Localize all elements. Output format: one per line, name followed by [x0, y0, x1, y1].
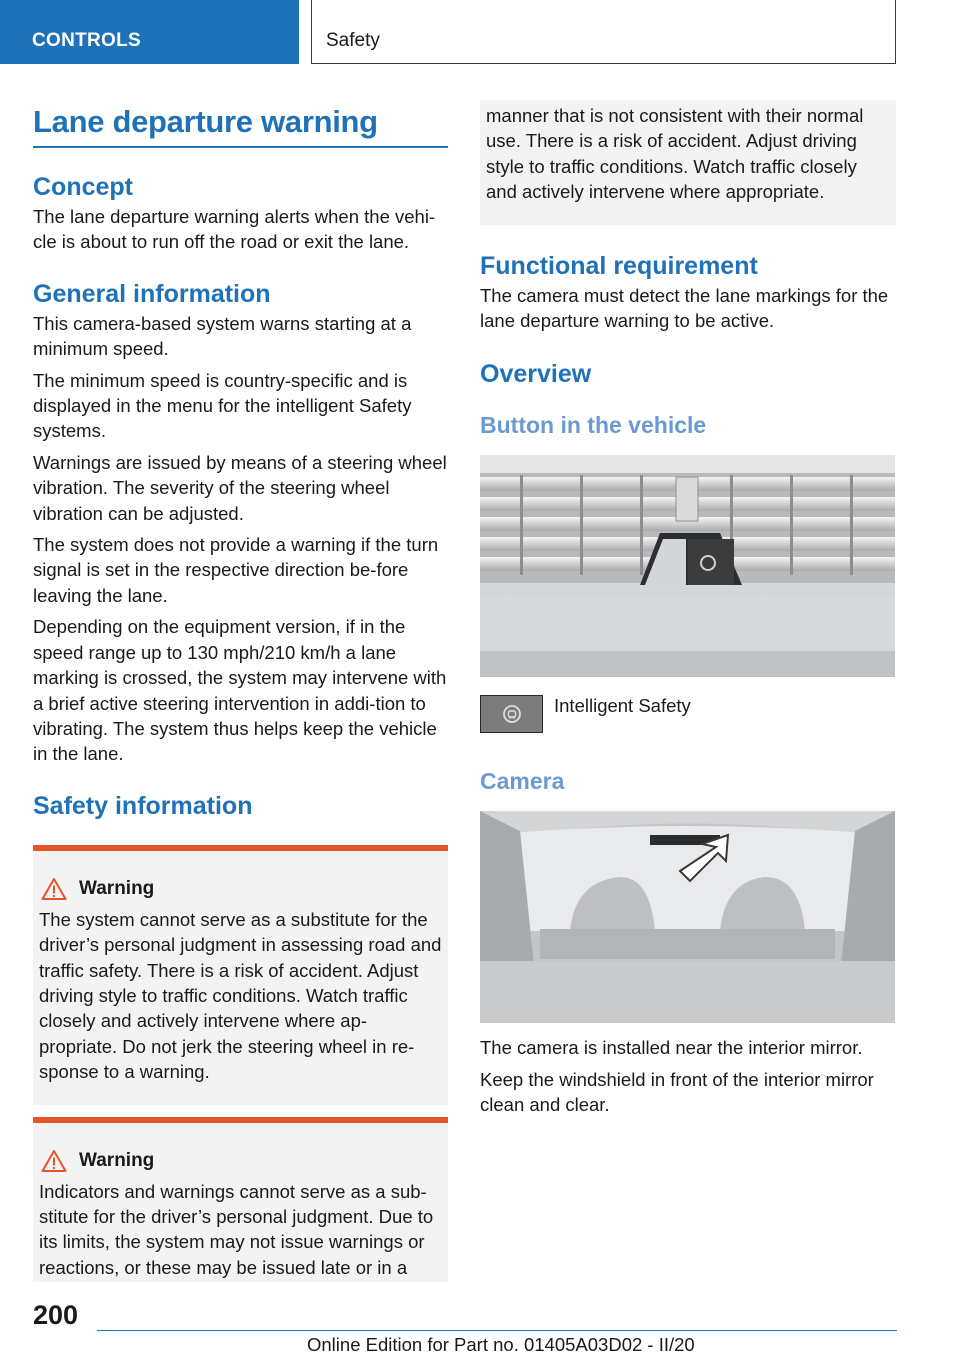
warning-box-1: [33, 845, 448, 1105]
chapter-tab: [0, 0, 299, 64]
concept-text: The lane departure warning alerts when the vehi-cle is about to run off the road or exit the lane.: [33, 206, 436, 253]
overview-heading: Overview: [480, 360, 592, 389]
edition-info: Online Edition for Part no. 01405A03D02 - II/20: [307, 1334, 695, 1355]
concept-heading: Concept: [33, 173, 133, 201]
warning-box-2: [33, 1117, 448, 1283]
camera-paragraph-1: The camera is installed near the interior mirror.: [480, 1037, 863, 1059]
warning-triangle-icon: [41, 877, 67, 901]
functional-heading: Functional requirement: [480, 251, 758, 280]
footer-rule: [97, 1330, 897, 1331]
warning-text-1: The system cannot serve as a substitute for the driver’s personal judgment in assessing road and traffic safety. There is a risk of accident. Adjust driving style to traffic conditions. Watch traffic closely and actively intervene where ap-propriate. Do not jerk the steering wheel in re-sponse to a warning.: [39, 908, 442, 1083]
camera-paragraph-2: Keep the windshield in front of the interior mirror clean and clear.: [480, 1068, 874, 1116]
general-paragraph-1: This camera-based system warns starting at a minimum speed.: [33, 312, 412, 360]
right-column: [480, 100, 896, 1118]
general-heading: General information: [33, 279, 271, 308]
warning-title-1: Warning: [79, 877, 155, 899]
button-label: Intelligent Safety: [554, 695, 691, 717]
intelligent-safety-icon: [480, 695, 543, 733]
section-label: Safety: [326, 30, 380, 51]
camera-photo: [480, 811, 895, 1023]
title-rule: [33, 146, 448, 148]
warning-continued-box: [480, 100, 896, 225]
button-photo: [480, 455, 895, 677]
general-paragraph-2: The minimum speed is country-specific and is displayed in the menu for the intelligent Safety systems.: [33, 369, 412, 442]
warning-triangle-icon: [41, 1149, 67, 1173]
camera-heading: Camera: [480, 768, 565, 795]
general-paragraph-5: Depending on the equipment version, if in the speed range up to 130 mph/210 km/h a lane marking is crossed, the system may intervene with a brief active steering intervention in addi-tion to vibrating. The system thus helps keep the vehicle in the lane.: [33, 616, 447, 765]
general-paragraph-3: Warnings are issued by means of a steering wheel vibration. The severity of the steering wheel vibration can be adjusted.: [33, 451, 447, 524]
warning-title-2: Warning: [79, 1149, 155, 1171]
button-heading: Button in the vehicle: [480, 412, 707, 439]
chapter-label: CONTROLS: [32, 30, 142, 51]
functional-text: The camera must detect the lane markings for the lane departure warning to be active.: [480, 284, 889, 332]
button-legend-row: [480, 693, 896, 741]
section-header: [311, 0, 896, 64]
warning-continued-text: manner that is not consistent with their normal use. There is a risk of accident. Adjust driving style to traffic conditions. Watch traffic closely and actively intervene where appropriate.: [486, 105, 864, 203]
left-column: [33, 100, 448, 1282]
warning-text-2: Indicators and warnings cannot serve as a sub-stitute for the driver’s personal judgment. Due to its limits, the system may not issue warnings or reactions, or these may be issued late or in a: [39, 1180, 434, 1278]
page-title: Lane departure warning: [33, 104, 378, 139]
safety-heading: Safety information: [33, 791, 253, 820]
page-number: 200: [33, 1300, 79, 1330]
general-paragraph-4: The system does not provide a warning if the turn signal is set in the respective direction be-fore leaving the lane.: [33, 534, 439, 606]
